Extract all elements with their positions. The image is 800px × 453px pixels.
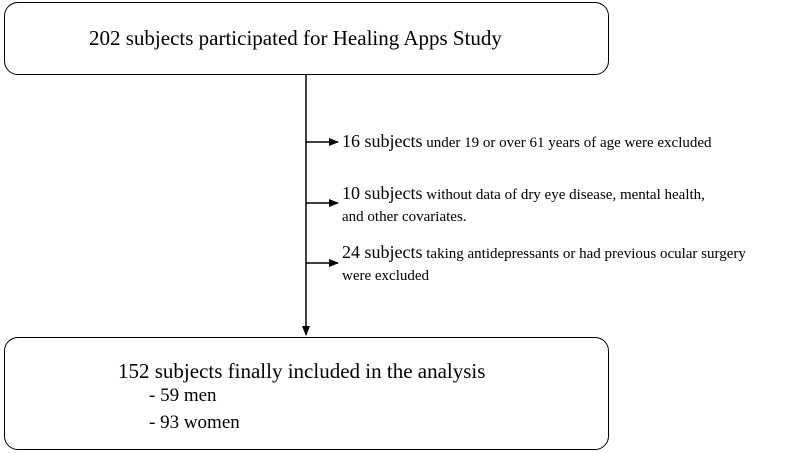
- enrollment-text: 202 subjects participated for Healing Apps Study: [89, 26, 502, 50]
- exclusion-desc-line1: under 19 or over 61 years of age were excluded: [422, 135, 712, 151]
- exclusion-count: 10 subjects: [342, 183, 423, 203]
- men-count: - 59 men: [149, 385, 217, 406]
- final-analysis-text: 152 subjects finally included in the analysis: [118, 359, 486, 383]
- exclusion-item-missing-data: [342, 182, 705, 228]
- enrollment-box: [4, 2, 609, 75]
- exclusion-item-age: [342, 130, 712, 154]
- exclusion-count: 16 subjects: [342, 131, 423, 151]
- women-count: - 93 women: [149, 412, 240, 433]
- final-analysis-box: [4, 337, 609, 450]
- exclusion-item-medication-surgery: [342, 241, 746, 287]
- exclusion-count: 24 subjects: [342, 242, 423, 262]
- exclusion-desc-line1: without data of dry eye disease, mental health,: [422, 187, 705, 203]
- exclusion-desc-line1: taking antidepressants or had previous ocular surgery: [422, 246, 746, 262]
- exclusion-desc-line2: and other covariates.: [342, 209, 467, 225]
- exclusion-desc-line2: were excluded: [342, 268, 430, 284]
